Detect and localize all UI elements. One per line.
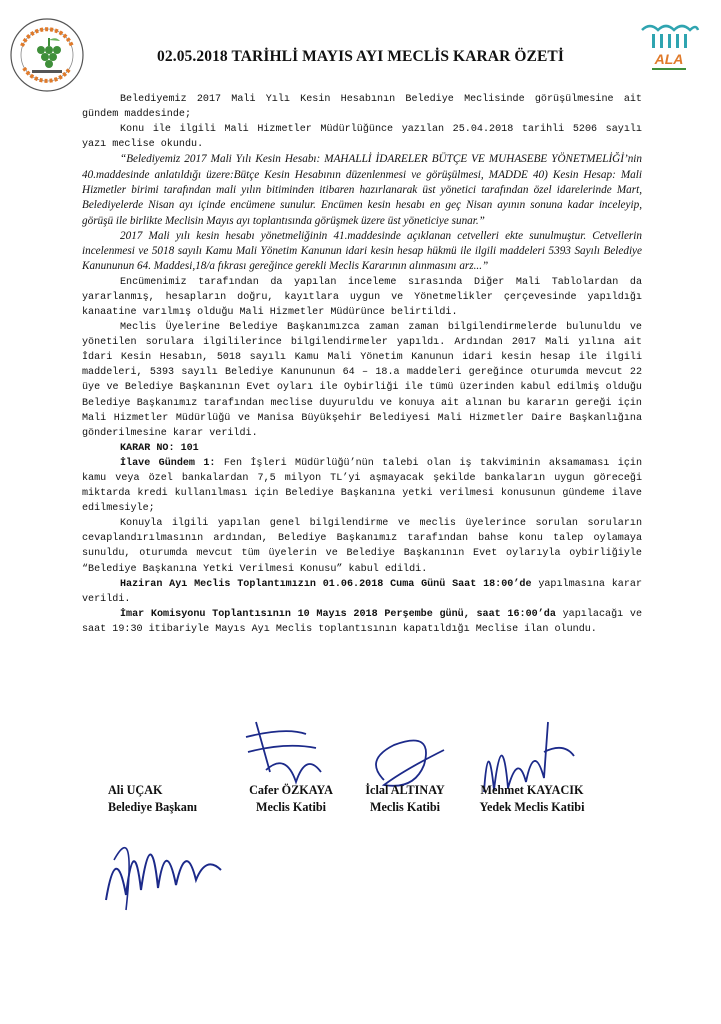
paragraph-tables-note: 2017 Mali yılı kesin hesabı yönetmeliğinin 41.maddesinde açıklanan cetvelleri ekte sunulmuştur. Cetvellerin incelenmesi ve 5018 sayılı Kamu Mali Yönetim Kanunun idari kesin hesap hükmü ile ilgili maddeleri 5393 Sayılı Belediye Kanununun 64. Maddesi,18/a fıkrası gereğince gerekli Meclis Kararının alınmasını arz...” xyxy=(82,229,642,273)
zoning-commission-rest: yapılacağı ve saat 19:30 itibariyle Mayıs Ayı Meclis toplantısının kapatıldığı Meclise ilan olundu. xyxy=(82,608,642,635)
signature-block-mayor xyxy=(108,782,228,816)
paragraph-council-vote: Meclis Üyelerine Belediye Başkanımızca zaman zaman bilgilendirmelerde bulunuldu ve yönetilen sorulara ilgililerince bilgilendirmeler yapıldı. Ardından 2017 Mali yılına ait İdari Kesin Hesabın, 5018 sayılı Kamu Mali Yönetim Kanunun idari kesin hesap ile ilgili maddeleri, 5393 sayılı Belediye Kanununun 64 – 18.a maddeleri gereğince oturumda mevcut 22 üye ve Belediye Başkanının Evet oyları ile Oybirliği ile tümü üzerinden kabul edilmiş olduğu Belediye Başkanımız tarafından meclise duyuruldu ve konuya ait alınan bu kararın gereği için Mali Hizmetler Müdürlüğü ve Manisa Büyükşehir Belediyesi Mali Hizmetler Daire Başkanlığına gönderilmesine karar verildi. xyxy=(82,322,642,439)
signer-title: Yedek Meclis Katibi xyxy=(479,800,585,814)
paragraph-intro: Belediyemiz 2017 Mali Yılı Kesin Hesabının Belediye Meclisinde görüşülmesine ait gündem maddesinde; xyxy=(82,94,642,121)
paragraph-regulation-quote: “Belediyemiz 2017 Mali Yılı Kesin Hesabı: MAHALLİ İDARELER BÜTÇE VE MUHASEBE YÖNETMELİĞİ’nin 40.maddesinde anlatıldığı üzere:Bütçe Kesin Hesabının düzenlenmesi ve görüşülmesi, MADDE 40) Kesin Hesap: Mali Hizmetler birimi tarafından mali yılın bitiminden itibaren hazırlanarak üst yönetici tarafından özel idarelerinde Mart, Belediyelerde Nisan ayı içinde encümene sunulur. Encümen kesin hesabı en geç Nisan ayının sonuna kadar inceleyip, görüşü ile birlikte Meclisin Mayıs ayı toplantısında görüşmek üzere üst yöneticiye sunar.” xyxy=(82,153,642,227)
paragraph-committee-review: Encümenimiz tarafından da yapılan inceleme sırasında Diğer Mali Tablolardan da yararlanmış, hesapların doğru, kayıtlara uygun ve Yönetmelikler çerçevesinde yapıldığı kanaatine varılmış olduğu Mali Hizmetler Müdürünce belirtildi. xyxy=(82,276,642,318)
paragraph-additional-agenda xyxy=(82,456,642,516)
june-meeting-rest: yapılmasına karar verildi. xyxy=(82,578,642,605)
signature-scribble-mayor xyxy=(96,800,236,920)
june-meeting-date: Haziran Ayı Meclis Toplantımızın 01.06.2018 Cuma Günü Saat 18:00’de xyxy=(120,578,532,590)
document-body xyxy=(82,92,642,637)
signer-title: Meclis Katibi xyxy=(255,800,327,814)
additional-agenda-text: Fen İşleri Müdürlüğü’nün talebi olan iş takviminin aksamaması için kamu veya özel bankalardan 7,5 milyon TL’yi aşmayacak şekilde bankaların uygun göreceği miktarda kredi kullanılması için Belediye Başkanına yetki verilmesi konusunun gündeme ilave edilmesiyle; xyxy=(82,457,643,515)
signer-name: Ali UÇAK xyxy=(108,783,163,797)
signer-name: İclal ALTINAY xyxy=(365,783,445,797)
decision-number: KARAR NO: 101 xyxy=(120,442,199,454)
paragraph-letter-read: Konu ile ilgili Mali Hizmetler Müdürlüğünce yazılan 25.04.2018 tarihli 5206 sayılı yazı meclise okundu. xyxy=(82,124,642,151)
paragraph-zoning-commission xyxy=(82,607,642,637)
paragraph-june-meeting xyxy=(82,577,642,607)
signer-name: Cafer ÖZKAYA xyxy=(249,783,333,797)
signature-block-ozkaya xyxy=(236,782,346,816)
signer-title: Meclis Katibi xyxy=(369,800,441,814)
signer-title: Belediye Başkanı xyxy=(108,800,198,814)
signature-scribble-ozkaya xyxy=(236,712,336,792)
logo-right-text: ALA xyxy=(654,51,684,67)
page-title: 02.05.2018 TARİHLİ MAYIS AYI MECLİS KARAR ÖZETİ xyxy=(157,48,564,65)
zoning-commission-date: İmar Komisyonu Toplantısının 10 Mayıs 2018 Perşembe günü, saat 16:00’da xyxy=(120,608,556,620)
additional-agenda-label: İlave Gündem 1: xyxy=(120,457,216,469)
signature-block-altinay xyxy=(348,782,462,816)
paragraph-loan-authority-vote: Konuyla ilgili yapılan genel bilgilendirme ve meclis üyelerince sorulan soruların cevaplandırılmasının ardından, Belediye Başkanımız tarafından bahse konu talep oylamaya sunuldu, oturumda mevcut tüm üyelerin ve Belediye Başkanının Evet oylarıyla oybirliğiyle “Belediye Başkanına Yetki Verilmesi Konusu” kabul edildi. xyxy=(82,518,642,575)
signer-name: Mehmet KAYACIK xyxy=(480,783,584,797)
signature-block-kayacik xyxy=(464,782,600,816)
